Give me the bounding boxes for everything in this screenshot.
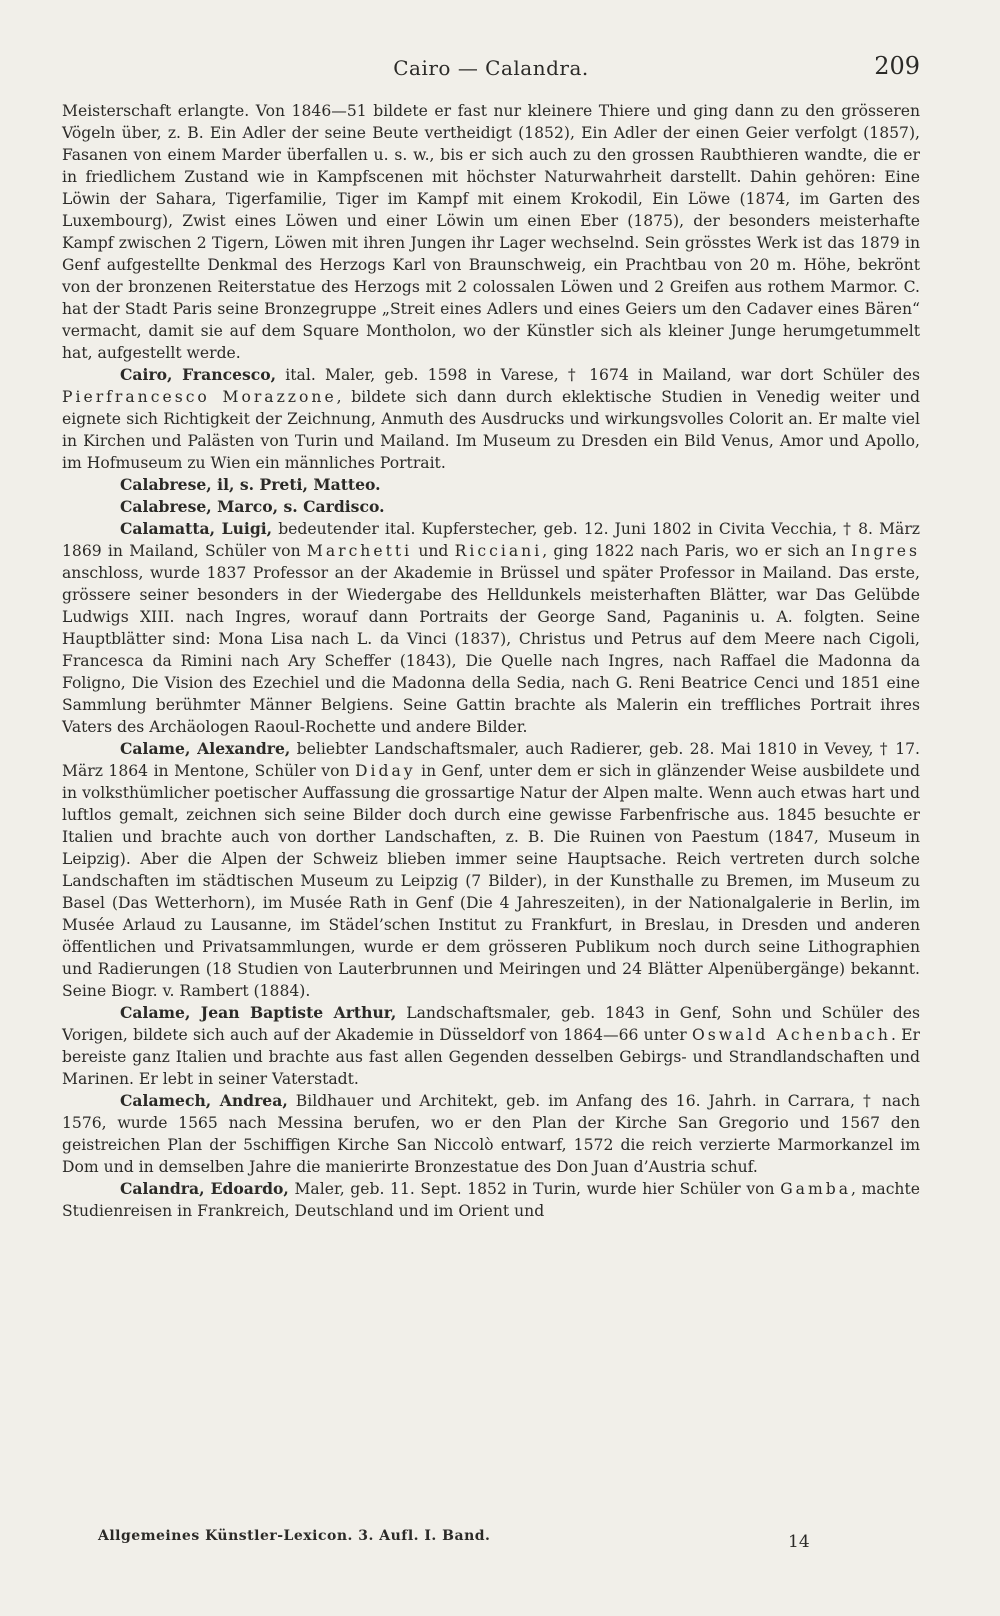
entry-heading: Cairo, Francesco, xyxy=(120,365,277,384)
spaced-name: Gamba xyxy=(780,1180,852,1198)
text-run: anschloss, wurde 1837 Professor an der Akademie in Brüssel und später Professor in Mailand. Das erste, grössere seiner besonders in der Wiedergabe des Helldunkels meisterhaften Blätter, war Das Gelübde Ludwigs XIII. nach Ingres, worauf dann Portraits der George Sand, Paganinis u. A. folgten. Seine Hauptblätter sind: Mona Lisa nach L. da Vinci (1837), Christus und Petrus auf dem Meere nach Cigoli, Francesca da Rimini nach Ary Scheffer (1843), Die Quelle nach Ingres, nach Raffael die Madonna da Foligno, Die Vision des Ezechiel und die Madonna della Sedia, nach G. Reni Beatrice Cenci und 1851 eine Sammlung berühmter Männer Belgiens. Seine Gattin brachte als Malerin ein treffliches Portrait ihres Vaters des Archäologen Raoul-Rochette und andere Bilder. xyxy=(62,564,920,736)
signature-mark: 14 xyxy=(788,1532,810,1552)
text-run: beliebter Landschaftsmaler, auch Radierer, geb. 28. Mai 1810 in Vevey, † 17. März 1864 in Mentone, Schüler von xyxy=(62,740,920,780)
entry-heading: Calandra, Edoardo, xyxy=(120,1179,289,1198)
entry-heading: Calamatta, Luigi, xyxy=(120,519,273,538)
text-run: Landschaftsmaler, geb. 1843 in Genf, Sohn und Schüler des Vorigen, bildete sich auch auf der Akademie in Düsseldorf von 1864—66 unter xyxy=(62,1004,920,1044)
lexicon-entry xyxy=(62,474,920,496)
text-run: , bildete sich dann durch eklektische Studien in Venedig weiter und eignete sich Richtigkeit der Zeichnung, Anmuth des Ausdrucks und wirkungsvolles Colorit an. Er malte viel in Kirchen und Palästen von Turin und Mailand. Im Museum zu Dresden ein Bild Venus, Amor und Apollo, im Hofmuseum zu Wien ein männliches Portrait. xyxy=(62,388,920,472)
entry-heading: Calame, Jean Baptiste Arthur, xyxy=(120,1003,397,1022)
text-run: in Genf, unter dem er sich in glänzender Weise ausbildete und in volksthümlicher poetischer Auffassung die grossartige Natur der Alpen malte. Wenn auch etwas hart und luftlos gemalt, zeichnen sich seine Bilder doch durch eine gewisse Farbenfrische aus. 1845 besuchte er Italien und brachte auch von dorther Landschaften, z. B. Die Ruinen von Paestum (1847, Museum in Leipzig). Aber die Alpen der Schweiz blieben immer seine Hauptsache. Reich vertreten durch solche Landschaften im städtischen Museum zu Leipzig (7 Bilder), in der Kunsthalle zu Bremen, im Museum zu Basel (Das Wetterhorn), im Musée Rath in Genf (Die 4 Jahreszeiten), in der Nationalgalerie in Berlin, im Musée Arlaud zu Lausanne, im Städel’schen Institut zu Frankfurt, in Breslau, in Dresden und anderen öffentlichen und Privatsammlungen, wurde er dem grösseren Publikum noch durch seine Lithographien und Radierungen (18 Studien von Lauterbrunnen und Meiringen und 24 Blätter Alpenübergänge) bekannt. Seine Biogr. v. Rambert (1884). xyxy=(62,762,920,1000)
book-title: Allgemeines Künstler-Lexicon. 3. Aufl. I. Band. xyxy=(98,1528,491,1544)
entry-heading: Calame, Alexandre, xyxy=(120,739,291,758)
text-run: , machte Studienreisen in Frankreich, Deutschland und im Orient und xyxy=(62,1180,920,1220)
continued-paragraph xyxy=(62,100,920,364)
spaced-name: Oswald Achenbach xyxy=(691,1026,891,1044)
text-run: und xyxy=(412,542,455,560)
lexicon-entry xyxy=(62,1002,920,1090)
body-text xyxy=(62,100,920,1222)
spaced-name: Ricciani xyxy=(454,542,543,560)
entry-heading: Calabrese, Marco, s. Cardisco. xyxy=(120,497,385,516)
lexicon-entry xyxy=(62,364,920,474)
lexicon-entry xyxy=(62,1178,920,1222)
spaced-name: Ingres xyxy=(851,542,920,560)
text-run: bedeutender ital. Kupferstecher, geb. 12. Juni 1802 in Civita Vecchia, † 8. März 1869 in Mailand, Schüler von xyxy=(62,520,920,560)
text-run: , ging 1822 nach Paris, wo er sich an xyxy=(542,542,852,560)
running-header xyxy=(62,52,920,86)
spaced-name: Diday xyxy=(355,762,416,780)
text-run: Bildhauer und Architekt, geb. im Anfang des 16. Jahrh. in Carrara, † nach 1576, wurde 1565 nach Messina berufen, wo er den Plan der Kirche San Gregorio und 1567 den geistreichen Plan der 5schiffigen Kirche San Niccolò entwarf, 1572 die reich verzierte Marmorkanzel im Dom und in demselben Jahre die manierirte Bronzestatue des Don Juan d’Austria schuf. xyxy=(62,1092,920,1176)
lexicon-entry xyxy=(62,518,920,738)
entry-heading: Calamech, Andrea, xyxy=(120,1091,288,1110)
entry-heading: Calabrese, il, s. Preti, Matteo. xyxy=(120,475,381,494)
text-run: Maler, geb. 11. Sept. 1852 in Turin, wurde hier Schüler von xyxy=(288,1180,781,1198)
spaced-name: Marchetti xyxy=(306,542,413,560)
text-run: . Er bereiste ganz Italien und brachte aus fast allen Gegenden desselben Gebirgs- und Strandlandschaften und Marinen. Er lebt in seiner Vaterstadt. xyxy=(62,1026,920,1088)
lexicon-entry xyxy=(62,738,920,1002)
lexicon-entry xyxy=(62,496,920,518)
header-title: Cairo — Calandra. xyxy=(393,56,589,80)
page-number: 209 xyxy=(874,52,920,80)
lexicon-entry xyxy=(62,1090,920,1178)
page-footer xyxy=(98,1526,818,1556)
text-run: ital. Maler, geb. 1598 in Varese, † 1674 in Mailand, war dort Schüler des xyxy=(276,366,921,384)
text-run: Meisterschaft erlangte. Von 1846—51 bildete er fast nur kleinere Thiere und ging dann zu den grösseren Vögeln über, z. B. Ein Adler der seine Beute vertheidigt (1852), Ein Adler der einen Geier verfolgt (1857), Fasanen von einem Marder überfallen u. s. w., bis er sich auch zu den grossen Raubthieren wandte, die er in friedlichem Zustand wie in Kampfscenen mit höchster Naturwahrheit darstellt. Dahin gehören: Eine Löwin der Sahara, Tigerfamilie, Tiger im Kampf mit einem Krokodil, Ein Löwe (1874, im Garten des Luxembourg), Zwist eines Löwen und einer Löwin um einen Eber (1875), der besonders meisterhafte Kampf zwischen 2 Tigern, Löwen mit ihren Jungen ihr Lager wechselnd. Sein grösstes Werk ist das 1879 in Genf aufgestellte Denkmal des Herzogs Karl von Braunschweig, ein Prachtbau von 20 m. Höhe, bekrönt von der bronzenen Reiterstatue des Herzogs mit 2 colossalen Löwen und 2 Greifen aus rothem Marmor. C. hat der Stadt Paris seine Bronzegruppe „Streit eines Adlers und eines Geiers um den Cadaver eines Bären“ vermacht, damit sie auf dem Square Montholon, wo der Künstler sich als kleiner Junge herumgetummelt hat, aufgestellt werde. xyxy=(62,102,920,362)
spaced-name: Pierfrancesco Morazzone xyxy=(62,388,337,406)
